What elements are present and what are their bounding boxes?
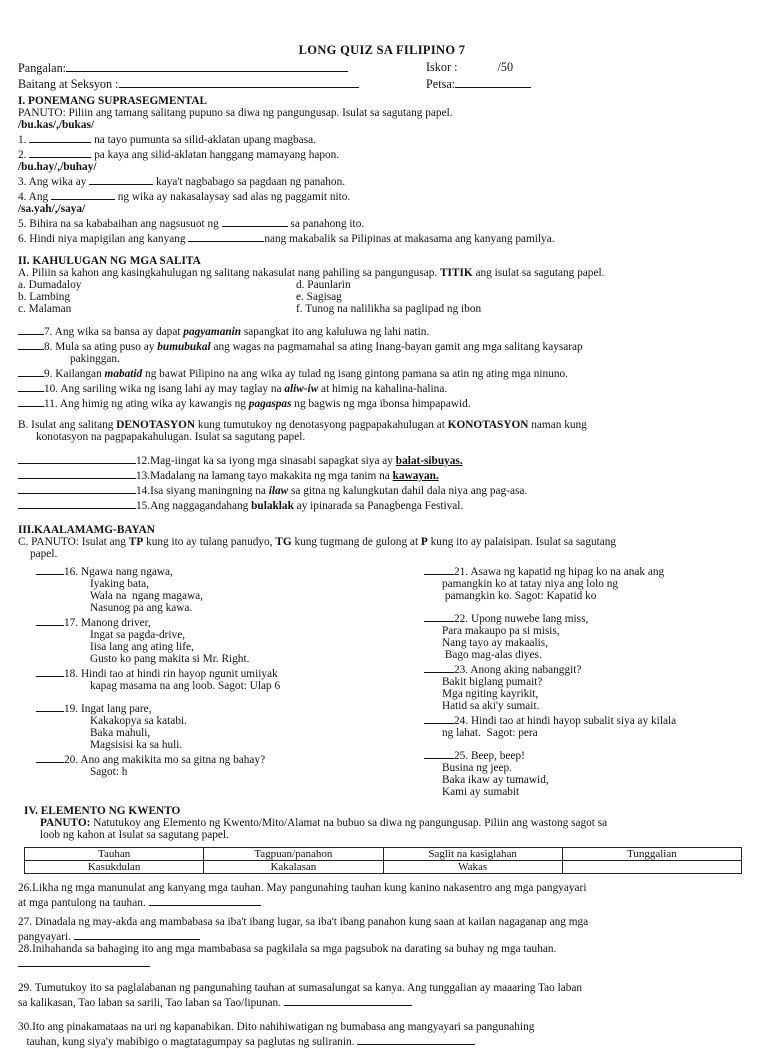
- answer-blank[interactable]: [18, 365, 44, 377]
- folk-item-line: pamangkin ko. Sagot: Kapatid ko: [442, 590, 597, 602]
- folk-item-line: Baka mahuli,: [90, 727, 151, 739]
- folk-item-line: Nasunog pa ang kawa.: [90, 602, 193, 614]
- answer-blank[interactable]: [18, 395, 44, 407]
- folk-item-line: Mga ngiting kayrikit,: [442, 688, 539, 700]
- folk-item-first-line: 19. Ingat lang pare,: [64, 703, 152, 715]
- answer-blank[interactable]: [36, 665, 64, 677]
- choice-a: a. Dumadaloy: [18, 279, 82, 291]
- choice-e: e. Sagisag: [296, 291, 342, 303]
- folk-item-first-line: 21. Asawa ng kapatid ng hipag ko na anak ang: [454, 566, 665, 578]
- name-label: Pangalan:: [18, 61, 67, 75]
- folk-item-first-line: 20. Ano ang makikita mo sa gitna ng bahay?: [64, 754, 266, 766]
- question-8: 8. Mula sa ating puso ay bumubukal ang wagas na pagmamahal sa ating Inang-bayan gamit ang mga salitang kaysarap: [18, 338, 746, 353]
- answer-blank[interactable]: [284, 994, 412, 1006]
- folk-literature-items: [18, 563, 746, 798]
- folk-item-line: Hatid sa aki'y sumait.: [442, 700, 540, 712]
- section-4-heading: IV. ELEMENTO NG KWENTO: [24, 805, 181, 817]
- question-27: 27. Dinadala ng may-akda ang mambabasa sa iba't ibang lugar, sa iba't ibang panahon kung saan at kailan nagaganap ang mga pangyayari. 28.Inihahanda sa bahaging ito ang mga mambabasa sa pagkilala sa mga pagsubok na darating sa buhay ng mga tauhan.: [18, 916, 746, 970]
- student-info: [18, 60, 746, 92]
- section-4-instructions: PANUTO: Natutukoy ang Elemento ng Kwento/Mito/Alamat na bubuo sa diwa ng pangungusap. Piliin ang wastong sagot sa: [40, 817, 608, 829]
- answer-blank[interactable]: [424, 563, 454, 575]
- choice-b: b. Lambing: [18, 291, 71, 303]
- folk-item-first-line: 23. Anong aking nabanggit?: [454, 664, 582, 676]
- answer-blank[interactable]: [424, 661, 454, 673]
- folk-item-line: kapag masama na ang loob. Sagot: Ulap 6: [90, 680, 281, 692]
- folk-item-first-line: 24. Hindi tao at hindi hayop subalit siya ay kilala: [454, 715, 677, 727]
- folk-item: [406, 747, 746, 798]
- question-13: 13.Madalang na lamang tayo makakita ng mga tanim na kawayan.: [18, 467, 746, 482]
- section-2-heading: II. KAHULUGAN NG MGA SALITA: [18, 255, 201, 267]
- folk-item-line: Para makaupo pa si misis,: [442, 625, 560, 637]
- answer-blank[interactable]: [36, 751, 64, 763]
- answer-blank[interactable]: [424, 610, 454, 622]
- folk-item: [18, 751, 406, 778]
- question-4: 4. Ang ng wika ay nakasalaysay sad alas ng paggamit nito.: [18, 188, 746, 203]
- right-column: [406, 563, 746, 798]
- question-3: 3. Ang wika ay kaya't nagbabago sa pagdaan ng panahon.: [18, 173, 746, 188]
- answer-blank[interactable]: [18, 380, 44, 392]
- folk-item-line: Iisa lang ang ating life,: [90, 641, 194, 653]
- question-2: 2. pa kaya ang silid-aklatan hanggang mamayang hapon.: [18, 146, 746, 161]
- folk-item: [406, 610, 746, 661]
- folk-item-line: pamangkin ko at tatay niya ang lolo ng: [442, 578, 619, 590]
- choice-f: f. Tunog na nalilikha sa paglipad ng ibon: [296, 303, 482, 315]
- answer-blank[interactable]: [18, 338, 44, 350]
- question-6: 6. Hindi niya mapigilan ang kanyang nang makabalik sa Pilipinas at makasama ang kanyang pamilya.: [18, 230, 746, 245]
- section-2b-instructions-cont: konotasyon na pagpapakahulugan. Isulat sa sagutang papel.: [36, 431, 306, 443]
- answer-blank[interactable]: [36, 614, 64, 626]
- folk-item-line: Magsisisi ka sa huli.: [90, 739, 183, 751]
- folk-item-line: Nang tayo ay makaalis,: [442, 637, 549, 649]
- choice-c: c. Malaman: [18, 303, 72, 315]
- score-total: /50: [497, 60, 514, 74]
- section-4-instructions-cont: loob ng kahon at Isulat sa sagutang papel.: [40, 829, 229, 841]
- question-29: 29. Tumutukoy ito sa paglalabanan ng pangunahing tauhan at sumasalungat sa kanya. Ang tunggalian ay maaaring Tao laban sa kalikasan, Tao laban sa sarili, Tao laban sa Tao/lipunan.: [18, 982, 583, 1009]
- story-elements-box: [24, 847, 742, 874]
- answer-blank[interactable]: [36, 700, 64, 712]
- score-label: Iskor :: [426, 60, 458, 74]
- answer-blank[interactable]: [74, 928, 200, 940]
- choice-box: [18, 279, 746, 315]
- word-pair-1: /bu.kas/,/bukas/: [18, 119, 94, 131]
- folk-item: [18, 665, 406, 692]
- element-cell: [562, 861, 741, 874]
- choice-d: d. Paunlarin: [296, 279, 351, 291]
- answer-blank[interactable]: [188, 230, 264, 242]
- quiz-page: [18, 0, 746, 1048]
- answer-blank[interactable]: [18, 452, 136, 464]
- section-3-instructions-cont: papel.: [30, 548, 58, 560]
- folk-item-first-line: 22. Upong nuwebe lang miss,: [454, 613, 589, 625]
- question-9: 9. Kailangan mabatid ng bawat Pilipino na ang wika ay tulad ng isang gintong pamana sa atin ng ating mga ninuno.: [18, 365, 746, 380]
- folk-item: [406, 712, 746, 739]
- section-blank[interactable]: [119, 76, 359, 88]
- question-15: 15.Ang naggagandahang bulaklak ay ipinarada sa Panagbenga Festival.: [18, 497, 746, 512]
- folk-item: [18, 563, 406, 614]
- section-3-instructions: C. PANUTO: Isulat ang TP kung ito ay tulang panudyo, TG kung tugmang de gulong at P kung ito ay palaisipan. Isulat sa sagutang: [18, 536, 617, 548]
- answer-blank[interactable]: [149, 894, 261, 906]
- answer-blank[interactable]: [424, 747, 454, 759]
- section-2b-instructions: B. Isulat ang salitang DENOTASYON kung tumutukoy ng denotasyong pagpapakahulugan at KONOTASYON naman kung: [18, 419, 587, 431]
- answer-blank[interactable]: [18, 497, 136, 509]
- question-11: 11. Ang himig ng ating wika ay kawangis ng pagaspas ng bagwis ng mga ibonsa himpapawid.: [18, 395, 746, 410]
- folk-item: [18, 614, 406, 665]
- date-blank[interactable]: [455, 76, 531, 88]
- answer-blank[interactable]: [29, 146, 91, 158]
- question-7: 7. Ang wika sa bansa ay dapat pagyamanin sapangkat ito ang kaluluwa ng lahi natin.: [18, 323, 746, 338]
- folk-item-line: Bago mag-alas diyes.: [442, 649, 542, 661]
- word-pair-3: /sa.yah/,/saya/: [18, 203, 86, 215]
- section-2a-instructions: A. Piliin sa kahon ang kasingkahulugan ng salitang nakasulat nang pahiling sa pangungusap. TITIK ang isulat sa sagutang papel.: [18, 267, 605, 279]
- answer-blank[interactable]: [222, 215, 288, 227]
- question-12: 12.Mag-iingat ka sa iyong mga sinasabi sapagkat siya ay balat-sibuyas.: [18, 452, 746, 467]
- answer-blank[interactable]: [18, 955, 150, 967]
- answer-blank[interactable]: [18, 467, 136, 479]
- folk-item-first-line: 18. Hindi tao at hindi rin hayop ngunit umiiyak: [64, 668, 278, 680]
- answer-blank[interactable]: [51, 188, 115, 200]
- section-1-heading: I. PONEMANG SUPRASEGMENTAL: [18, 95, 208, 107]
- answer-blank[interactable]: [357, 1033, 475, 1045]
- folk-item-line: Ingat sa pagda-drive,: [90, 629, 186, 641]
- section-1-instructions: PANUTO: Piliin ang tamang salitang pupuno sa diwa ng pangungusap. Isulat sa sagutang papel.: [18, 107, 453, 119]
- folk-item-first-line: 25. Beep, beep!: [454, 750, 525, 762]
- folk-item-line: Wala na ngang magawa,: [90, 590, 203, 602]
- folk-item-line: Gusto ko pang makita si Mr. Right.: [90, 653, 250, 665]
- section-3-heading: III.KAALAMAMG-BAYAN: [18, 524, 155, 536]
- answer-blank[interactable]: [18, 323, 44, 335]
- folk-item-line: Businа ng jeep.: [442, 762, 512, 774]
- folk-item-line: Iyaking bata,: [90, 578, 149, 590]
- answer-blank[interactable]: [424, 712, 454, 724]
- section-label: Baitang at Seksyon :: [18, 77, 119, 91]
- element-cell: Wakas: [383, 861, 562, 874]
- folk-item: [406, 661, 746, 712]
- folk-item-first-line: 17. Manong driver,: [64, 617, 151, 629]
- folk-item-line: Baka ikaw ay tumawid,: [442, 774, 549, 786]
- answer-blank[interactable]: [18, 482, 136, 494]
- answer-blank[interactable]: [29, 131, 91, 143]
- element-cell: Kakalasan: [204, 861, 383, 874]
- folk-item-line: Bakit biglang pumait?: [442, 676, 543, 688]
- element-cell: Tunggalian: [562, 848, 741, 861]
- answer-blank[interactable]: [89, 173, 153, 185]
- question-30: 30.Ito ang pinakamataas na uri ng kapanabikan. Dito nahihiwatigan ng bumabasa ang mangyayari sa pangunahing tauhan, kung siya'y mabibigo o magtatagumpay sa paglutas ng suliranin.: [18, 1021, 535, 1048]
- folk-item: [18, 700, 406, 751]
- question-5: 5. Bihira na sa kababaihan ang nagsusuot ng sa panahong ito.: [18, 215, 746, 230]
- question-14: 14.Isa siyang maningning na ilaw sa gitna ng kalungkutan dahil dala niya ang pag-asa.: [18, 482, 746, 497]
- quiz-title: LONG QUIZ SA FILIPINO 7: [298, 43, 466, 57]
- name-blank[interactable]: [66, 60, 348, 72]
- folk-item-line: Sagot: h: [90, 766, 128, 778]
- element-cell: Tagpuan/panahon: [204, 848, 383, 861]
- folk-item-line: Kakakopya sa katabi.: [90, 715, 187, 727]
- question-1: 1. na tayo pumunta sa silid-aklatan upang magbasa.: [18, 131, 746, 146]
- question-26: 26.Likha ng mga manunulat ang kanyang mga tauhan. May pangunahing tauhan kung kanino nakasentro ang mga pangyayari at mga pantulong na tauhan.: [18, 882, 587, 909]
- date-label: Petsa:: [426, 77, 456, 91]
- element-cell: Saglit na kasiglahan: [383, 848, 562, 861]
- folk-item: [406, 563, 746, 602]
- word-pair-2: /bu.hay/,/buhay/: [18, 161, 97, 173]
- folk-item-line: ng lahat. Sagot: pera: [442, 727, 538, 739]
- folk-item-first-line: 16. Ngawa nang ngawa,: [64, 566, 173, 578]
- answer-blank[interactable]: [36, 563, 64, 575]
- question-10: 10. Ang sariling wika ng isang lahi ay may taglay na aliw-iw at himig na kahalina-halina.: [18, 380, 746, 395]
- element-cell: Kasukdulan: [25, 861, 204, 874]
- element-cell: Tauhan: [25, 848, 204, 861]
- question-8-cont: pakinggan.: [70, 353, 120, 365]
- folk-item-line: Kami ay sumabit: [442, 786, 520, 798]
- left-column: [18, 563, 406, 798]
